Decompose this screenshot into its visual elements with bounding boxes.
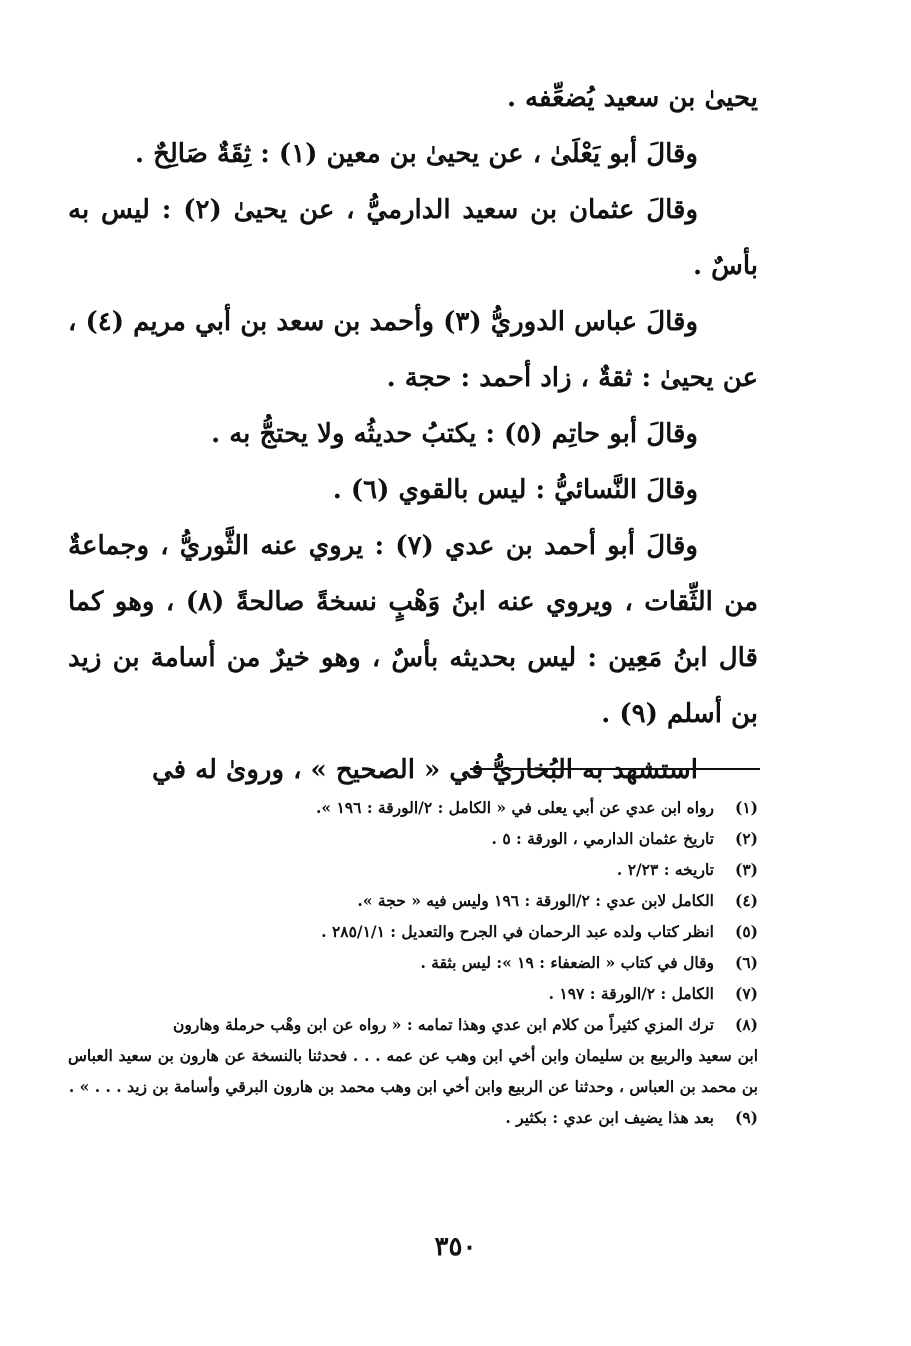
paragraph-5: وقالَ أبو حاتِم (٥) : يكتبُ حديثُه ولا يحتجُّ به . <box>211 419 698 449</box>
footnote-text: وقال في كتاب « الضعفاء : ١٩ »: ليس بثقة . <box>420 953 714 972</box>
footnote-divider <box>470 768 760 770</box>
footnote-number: (٣) <box>734 860 758 879</box>
paragraph-4: وقالَ عباس الدوريُّ (٣) وأحمد بن سعد بن أبي مريم (٤) ، عن يحيىٰ : ثقةٌ ، زاد أحمد : حجة . <box>68 307 758 393</box>
footnote-text: تاريخه : ٢/٢٣ . <box>616 860 714 879</box>
footnote-text: الكامل لابن عدي : ٢/الورقة : ١٩٦ وليس فيه « حجة ». <box>357 891 714 910</box>
footnote-number: (٧) <box>734 984 758 1003</box>
footnote-3 <box>68 854 758 885</box>
footnote-number: (٥) <box>734 922 758 941</box>
footnote-5 <box>68 916 758 947</box>
paragraph-6: وقالَ النَّسائيُّ : ليس بالقوي (٦) . <box>332 475 698 505</box>
footnote-6 <box>68 947 758 978</box>
footnote-text: الكامل : ٢/الورقة : ١٩٧ . <box>548 984 714 1003</box>
footnote-9 <box>68 1102 758 1133</box>
footnote-2 <box>68 823 758 854</box>
footnote-number: (٨) <box>734 1015 758 1034</box>
footnote-number: (١) <box>734 798 758 817</box>
paragraph-7: وقالَ أبو أحمد بن عدي (٧) : يروي عنه الثَّوريُّ ، وجماعةٌ من الثِّقات ، ويروي عنه ابنُ وَهْبٍ نسخةً صالحةً (٨) ، وهو كما قال ابنُ مَعِين : ليس بحديثه بأسٌ ، وهو خيرٌ من أسامة بن زيد بن أسلم (٩) . <box>68 531 758 729</box>
footnote-text: تاريخ عثمان الدارمي ، الورقة : ٥ . <box>491 829 714 848</box>
footnotes <box>68 792 758 1133</box>
footnote-text: بعد هذا يضيف ابن عدي : بكثير . <box>505 1108 714 1127</box>
footnote-text: رواه ابن عدي عن أبي يعلى في « الكامل : ٢/الورقة : ١٩٦ ». <box>315 798 714 817</box>
footnote-7 <box>68 978 758 1009</box>
paragraph-1: يحيىٰ بن سعيد يُضعِّفه . <box>506 83 758 113</box>
paragraph-3: وقالَ عثمان بن سعيد الدارميُّ ، عن يحيىٰ (٢) : ليس به بأسٌ . <box>68 195 758 281</box>
footnote-8 <box>68 1009 758 1040</box>
footnote-number: (٩) <box>734 1108 758 1127</box>
footnote-text: ترك المزي كثيراً من كلام ابن عدي وهذا تمامه : « رواه عن ابن وهْب حرملة وهارون <box>173 1015 714 1034</box>
paragraph-2: وقالَ أبو يَعْلَىٰ ، عن يحيىٰ بن معين (١) : ثِقَةٌ صَالِحٌ . <box>134 139 698 169</box>
footnote-number: (٦) <box>734 953 758 972</box>
body-text <box>68 70 758 798</box>
footnote-8-continuation: ابن سعيد والربيع بن سليمان وابن أخي ابن وهب عن عمه . . . فحدثنا بالنسخة عن هارون بن سعيد العباس بن محمد بن العباس ، وحدثنا عن الربيع وابن أخي ابن وهب محمد بن هارون البرقي وأسامة بن زيد . . . » . <box>68 1046 758 1096</box>
footnote-1 <box>68 792 758 823</box>
page-number: ٣٥٠ <box>434 1232 477 1262</box>
paragraph-8: استشهد به البُخاريُّ في « الصحيح » ، وروىٰ له في <box>151 755 698 785</box>
footnote-number: (٤) <box>734 891 758 910</box>
main-text-block <box>68 70 758 798</box>
footnote-text: انظر كتاب ولده عبد الرحمان في الجرح والتعديل : ٢٨٥/١/١ . <box>321 922 714 941</box>
footnote-number: (٢) <box>734 829 758 848</box>
footnote-4 <box>68 885 758 916</box>
